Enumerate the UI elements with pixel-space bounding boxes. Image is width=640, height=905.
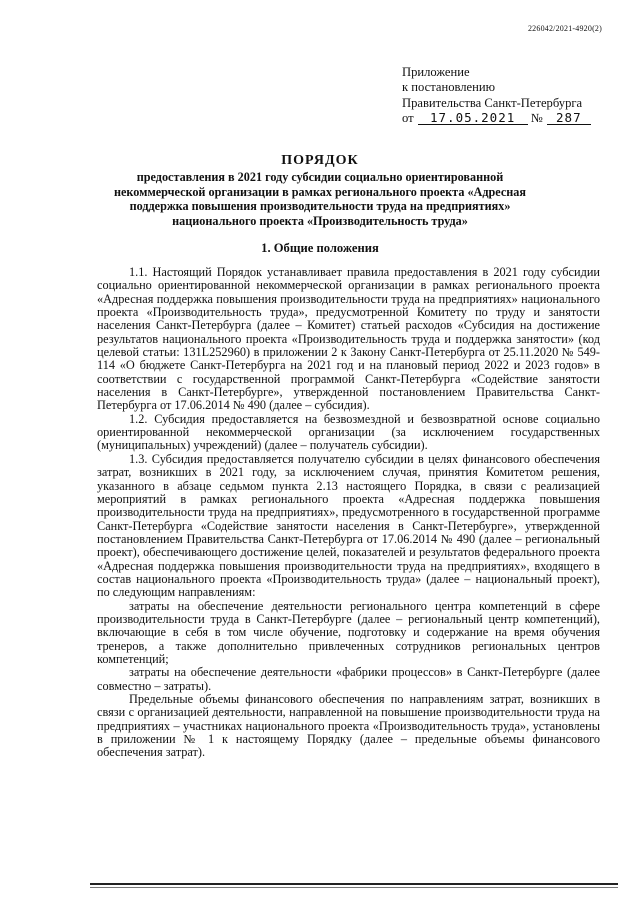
document-title: ПОРЯДОК — [281, 153, 359, 168]
paragraph-1-3: 1.3. Субсидия предоставляется получателю субсидии в целях финансового обеспечения затрат, возникших в 2021 году, за исключением случая, принятия Комитетом решения, указанного в абзаце седьмом пункта 2.13 настоящего Порядка, в связи с реализацией мероприятий в рамках регионального проекта «Адресная поддержка повышения производительности труда на предприятиях», предусмотренного в государственной программе Санкт-Петербурга «Содействие занятости населения в Санкт-Петербурге», утвержденной постановлением Правительства Санкт-Петербурга от 17.06.2014 № 490 (далее – региональный проект), обеспечивающего достижение целей, показателей и результатов федерального проекта «Адресная поддержка повышения производительности труда на предприятиях», входящего в состав национального проекта «Производительность труда» (далее – национальный проект), по следующим направлениям: — [97, 451, 600, 600]
document-registration-number: 226042/2021-4920(2) — [527, 24, 602, 33]
annex-line-3: Правительства Санкт-Петербурга — [402, 95, 583, 110]
footer-divider — [90, 883, 618, 885]
section-body — [97, 266, 600, 760]
decree-date: 17.05.2021 — [418, 111, 528, 125]
decree-number: 287 — [547, 111, 591, 125]
paragraph-1-1: 1.1. Настоящий Порядок устанавливает правила предоставления в 2021 году субсидии социально ориентированной некоммерческой организации в рамках регионального проекта «Адресная поддержка повышения производительности труда на предприятиях» национального проекта «Производительность труда», предусмотренной Комитету по труду и занятости населения Санкт-Петербурга (далее – Комитет) статьей расходов «Субсидия на достижение результатов национального проекта «Производительность труда и поддержка занятости» (код целевой статьи: 131L252960) в приложении 2 к Закону Санкт-Петербурга от 25.11.2020 № 549-114 «О бюджете Санкт-Петербурга на 2021 год и на плановый период 2022 и 2023 годов» в соответствии с государственной программой Санкт-Петербурга «Содействие занятости населения в Санкт-Петербурге», утвержденной постановлением Правительства Санкт-Петербурга от 17.06.2014 № 490 (далее – субсидия). — [97, 265, 600, 413]
footer-divider-thin — [90, 887, 618, 888]
section-heading: 1. Общие положения — [261, 241, 379, 255]
document-subtitle: предоставления в 2021 году субсидии социально ориентированной некоммерческой организации в рамках регионального проекта «Адресная поддержка повышения производительности труда на предприятиях» национального проекта «Производительность труда» — [114, 170, 526, 228]
annex-line-1: Приложение — [402, 65, 470, 79]
annex-date-line — [402, 111, 591, 126]
paragraph-1-2: 1.2. Субсидия предоставляется на безвозмездной и безвозвратной основе социально ориентированной некоммерческой организации (за исключением государственных (муниципальных) учреждений) (далее – получатель субсидии). — [97, 411, 600, 453]
paragraph-expense-1: затраты на обеспечение деятельности регионального центра компетенций в сфере производительности труда в Санкт-Петербурге (далее – региональный центр компетенций), включающие в себя в том числе обучение, подготовку и содержание на время обучения тренеров, а также дополнительно привлеченных сотрудников региональных центров компетенций; — [97, 598, 600, 666]
paragraph-expense-2: затраты на обеспечение деятельности «фабрики процессов» в Санкт-Петербурге (далее совместно – затраты). — [97, 665, 600, 693]
annex-block — [402, 65, 591, 127]
number-prefix: № — [530, 111, 543, 126]
paragraph-limits: Предельные объемы финансового обеспечения по направлениям затрат, возникших в связи с организацией деятельности, направленной на повышение производительности труда на предприятиях – участниках национального проекта «Производительность труда», установлены в приложении № 1 к настоящему Порядку (далее – предельные объемы финансового обеспечения затрат). — [97, 692, 600, 760]
date-prefix: от — [402, 111, 414, 126]
document-title-block — [100, 152, 540, 228]
annex-line-2: к постановлению — [402, 80, 496, 95]
